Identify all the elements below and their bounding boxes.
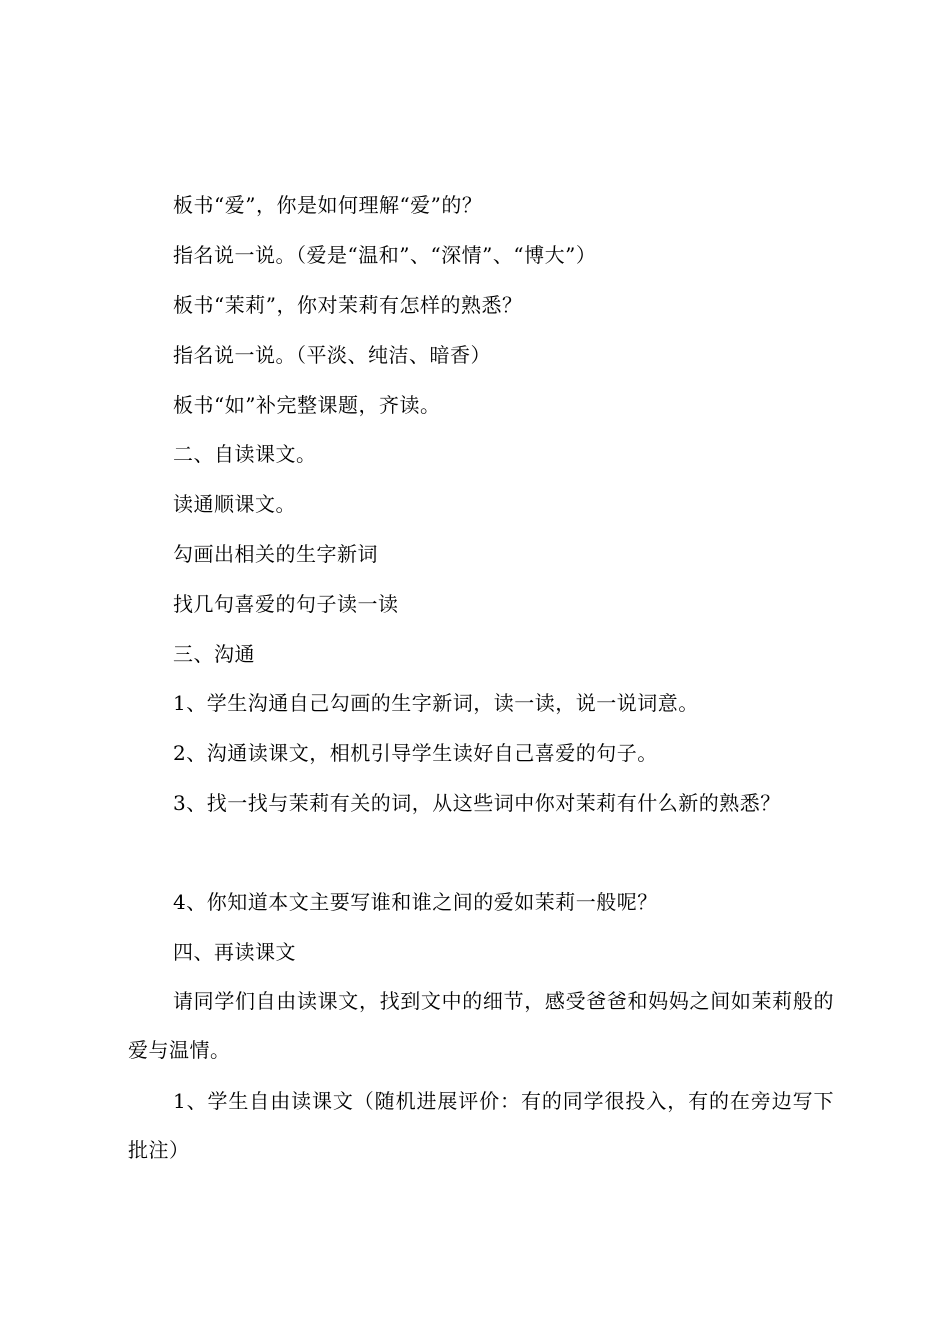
section-heading: 二、自读课文。 bbox=[173, 442, 317, 466]
paragraph: 1、学生自由读课文（随机进展评价：有的同学很投入，有的在旁边写下批注） bbox=[128, 1089, 834, 1162]
text-line: 2、沟通读课文，相机引导学生读好自己喜爱的句子。 bbox=[173, 741, 658, 765]
section-heading: 四、再读课文 bbox=[173, 940, 296, 964]
text-line: 板书“如”补完整课题，齐读。 bbox=[173, 393, 441, 417]
text-line: 勾画出相关的生字新词 bbox=[173, 542, 378, 566]
text-line: 指名说一说。（爱是“温和”、“深情”、“博大”） bbox=[173, 243, 597, 267]
text-line: 板书“爱”，你是如何理解“爱”的？ bbox=[173, 193, 483, 217]
section-heading: 三、沟通 bbox=[173, 642, 255, 666]
text-line: 读通顺课文。 bbox=[173, 492, 296, 516]
paragraph: 请同学们自由读课文，找到文中的细节，感受爸爸和妈妈之间如茉莉般的爱与温情。 bbox=[128, 989, 834, 1062]
text-line: 指名说一说。（平淡、纯洁、暗香） bbox=[173, 343, 491, 367]
text-line: 1、学生沟通自己勾画的生字新词，读一读，说一说词意。 bbox=[173, 691, 699, 715]
text-line: 找几句喜爱的句子读一读 bbox=[173, 592, 399, 616]
text-line: 板书“茉莉”，你对茉莉有怎样的熟悉？ bbox=[173, 293, 523, 317]
text-line: 4、你知道本文主要写谁和谁之间的爱如茉莉一般呢？ bbox=[173, 890, 658, 914]
text-line: 3、找一找与茉莉有关的词，从这些词中你对茉莉有什么新的熟悉？ bbox=[173, 791, 781, 815]
